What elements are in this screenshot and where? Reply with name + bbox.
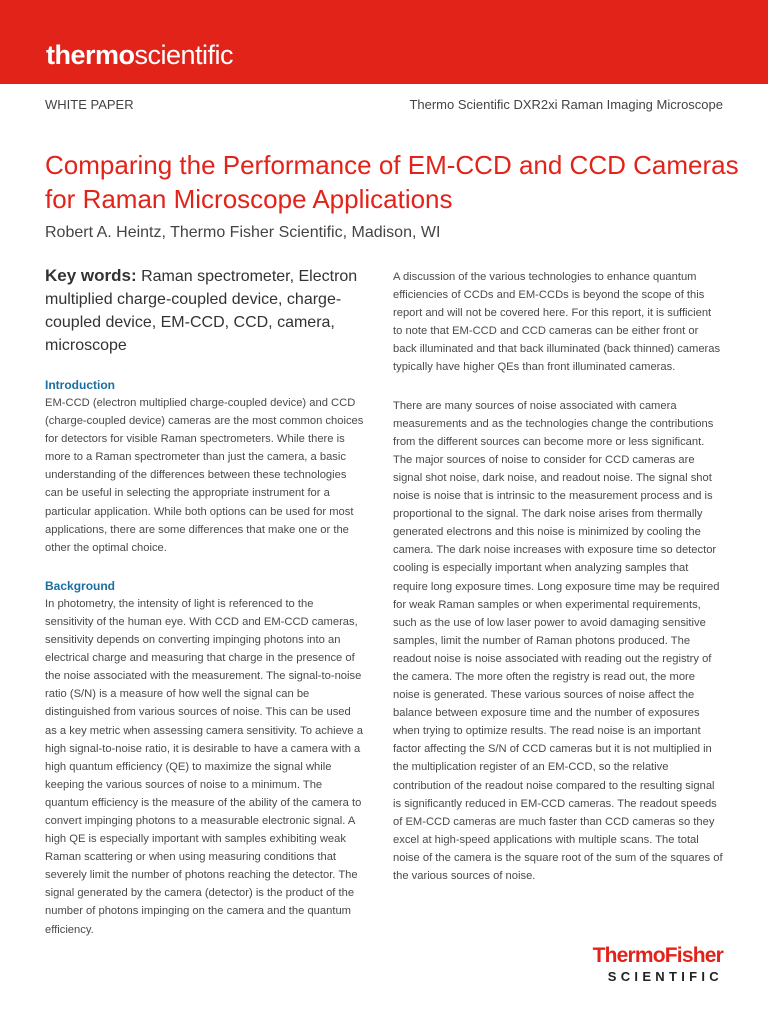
quantum-efficiency-paragraph: A discussion of the various technologies to enhance quantum efficiencies of CCDs and EM-CCDs is beyond the scope of this report and will not be covered here. For this report, it is sufficient to note that EM-CCD and CCD cameras can be either front or back illuminated and that back illuminated (back thinned) cameras typically have higher QEs than front illuminated cameras. bbox=[393, 271, 721, 374]
introduction-text: EM-CCD (electron multiplied charge-coupled device) and CCD (charge-coupled device) cameras are the most common choices for detectors for visible Raman spectrometers. While there is more to a Raman spectrometer than just the camera, a basic understanding of the differences between these technologies can be useful in selecting the appropriate instrument for a particular application. While both options can be used for most applications, there are some differences that make one or the other the optimal choice. bbox=[45, 397, 364, 554]
thermo-fisher-logo bbox=[593, 944, 723, 986]
thermo-scientific-logo bbox=[46, 40, 233, 70]
noise-sources-paragraph: There are many sources of noise associated with camera measurements and as the technologies change the contributions from the different sources can become more or less significant. The major sources of noise to consider for CCD cameras are signal shot noise, dark noise, and readout noise. The signal shot noise is noise that is intrinsic to the measurement process and is proportional to the signal. The dark noise arises from thermally generated electrons and this noise is minimized by cooling the camera. The dark noise increases with exposure time so detector cooling is especially important when analyzing samples that require long exposure times. Long exposure time may be required for weak Raman samples or when experimental requirements, such as the use of low laser power to avoid damaging sensitive samples, limit the number of Raman photons produced. The readout noise is noise associated with reading out the registry of the camera. The more often the registry is read out, the more noise is generated. These various sources of noise affect the balance between exposure time and the number of exposures when trying to optimize results. The read noise is an important factor affecting the S/N of CCD cameras but it is not multiplied in the multiplication register of an EM-CCD, so the relative contribution of the readout noise compared to the resulting signal is significantly reduced in EM-CCD cameras. The readout speeds of EM-CCD cameras are much faster than CCD cameras so they excel at high-speed applications with multiple scans. The total noise of the camera is the square root of the sum of the squares of the various sources of noise. bbox=[393, 399, 723, 882]
doc-type-label: WHITE PAPER bbox=[45, 97, 134, 112]
keywords-text: Raman spectrometer, Electron multiplied charge-coupled device, charge-coupled device, EM-CCD, CCD, camera, microscope bbox=[45, 268, 358, 354]
keywords-block bbox=[45, 264, 365, 357]
right-column bbox=[393, 268, 723, 885]
left-column bbox=[45, 376, 365, 939]
brand-bold: thermo bbox=[46, 40, 135, 70]
introduction-heading: Introduction bbox=[45, 378, 115, 392]
background-text: In photometry, the intensity of light is referenced to the sensitivity of the human eye. With CCD and EM-CCD cameras, sensitivity depends on converting impinging photons into an electrical charge and measuring that charge in the presence of the noise associated with the measurement. The signal-to-noise ratio (S/N) is a measure of how well the signal can be distinguished from various sources of noise. This can be used as a key metric when assessing camera sensitivity. To achieve a high signal-to-noise ratio, it is desirable to have a camera with a high quantum efficiency (QE) to maximize the signal while keeping the various sources of noise to a minimum. The quantum efficiency is the measure of the ability of the camera to convert impinging photons to a measurable electronic signal. A high QE is especially important with samples exhibiting weak Raman scattering or when using measuring conditions that severely limit the number of photons reaching the detector. The signal generated by the camera (detector) is the product of the number of photons impinging on the camera and the quantum efficiency. bbox=[45, 597, 363, 936]
product-label: Thermo Scientific DXR2xi Raman Imaging Microscope bbox=[409, 97, 723, 112]
logo-line-2: SCIENTIFIC bbox=[607, 969, 723, 984]
background-heading: Background bbox=[45, 578, 116, 593]
page-title bbox=[45, 148, 745, 216]
author-line: Robert A. Heintz, Thermo Fisher Scientific, Madison, WI bbox=[45, 224, 441, 241]
brand-light: scientific bbox=[134, 40, 234, 70]
title-line-2: for Raman Microscope Applications bbox=[45, 184, 453, 214]
logo-line-1: ThermoFisher bbox=[592, 944, 723, 967]
header-banner bbox=[0, 0, 768, 84]
keywords-label: Key words: bbox=[45, 266, 137, 285]
title-line-1: Comparing the Performance of EM-CCD and CCD Cameras bbox=[45, 150, 739, 180]
